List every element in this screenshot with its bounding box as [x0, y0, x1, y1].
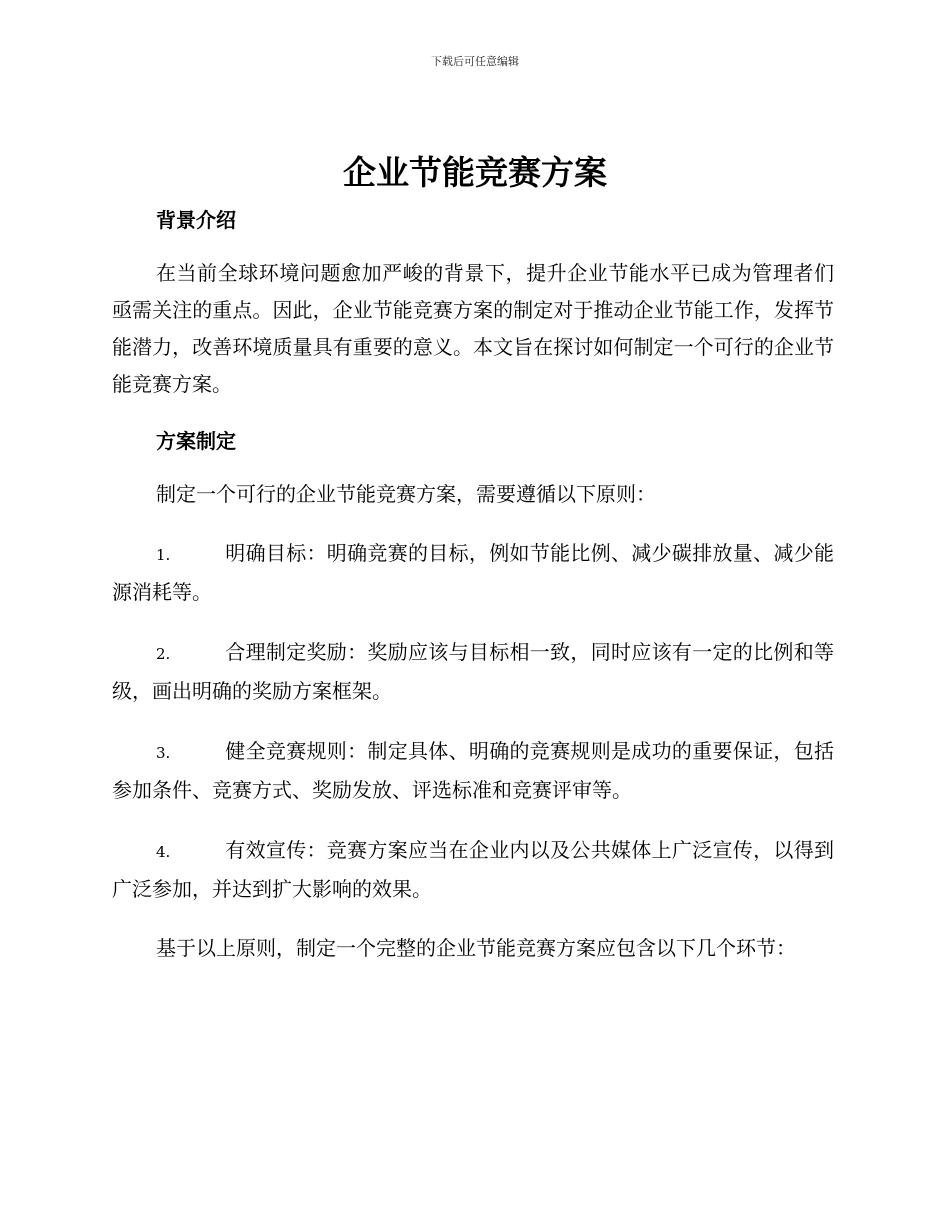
- list-item-2: [112, 634, 834, 710]
- list-item-3: [112, 733, 834, 809]
- heading-background: 背景介绍: [156, 208, 236, 232]
- document-title: 企业节能竞赛方案: [343, 153, 607, 192]
- paragraph-plan-closing: 基于以上原则，制定一个完整的企业节能竞赛方案应包含以下几个环节：: [156, 936, 796, 960]
- paragraph-background: 在当前全球环境问题愈加严峻的背景下，提升企业节能水平已成为管理者们亟需关注的重点。因此，企业节能竞赛方案的制定对于推动企业节能工作，发挥节能潜力，改善环境质量具有重要的意义。本文旨在探讨如何制定一个可行的企业节能竞赛方案。: [112, 261, 834, 396]
- list-item-number: 1.: [156, 546, 171, 564]
- list-item-text: 健全竞赛规则：制定具体、明确的竞赛规则是成功的重要保证，包括参加条件、竞赛方式、奖励发放、评选标准和竞赛评审等。: [112, 739, 834, 802]
- list-item-4: [112, 832, 834, 908]
- heading-plan: 方案制定: [156, 429, 236, 453]
- page-header-note: 下载后可任意编辑: [431, 55, 519, 68]
- list-item-number: 3.: [156, 744, 171, 762]
- list-item-text: 明确目标：明确竞赛的目标，例如节能比例、减少碳排放量、减少能源消耗等。: [112, 541, 834, 604]
- list-item-text: 有效宣传：竞赛方案应当在企业内以及公共媒体上广泛宣传，以得到广泛参加，并达到扩大影响的效果。: [112, 838, 834, 901]
- paragraph-plan-intro: 制定一个可行的企业节能竞赛方案，需要遵循以下原则：: [156, 482, 656, 506]
- list-item-1: [112, 535, 834, 611]
- document-body: [112, 200, 834, 967]
- list-item-text: 合理制定奖励：奖励应该与目标相一致，同时应该有一定的比例和等级，画出明确的奖励方案框架。: [112, 640, 834, 703]
- list-item-number: 4.: [156, 843, 171, 861]
- list-item-number: 2.: [156, 645, 171, 663]
